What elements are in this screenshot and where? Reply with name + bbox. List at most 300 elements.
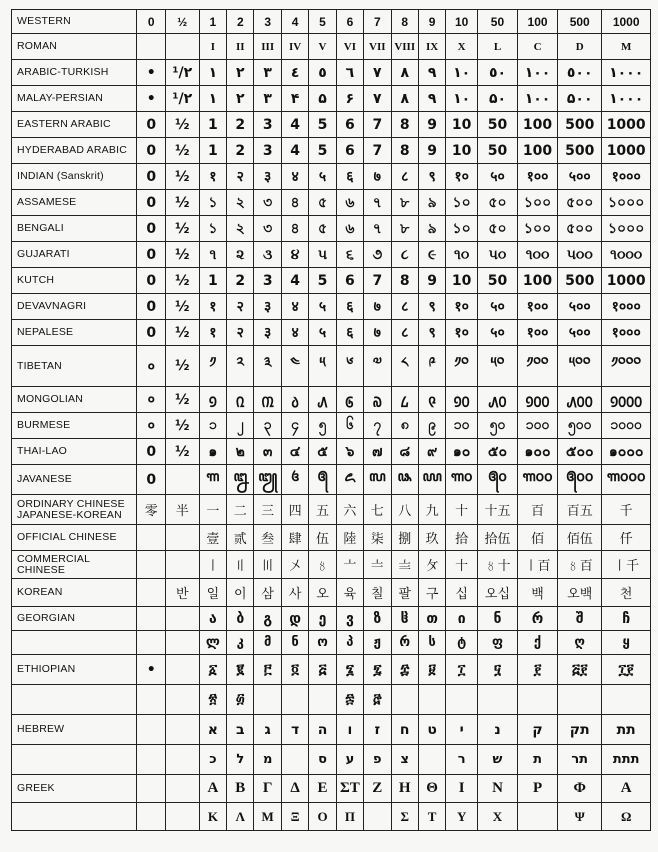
numeral-cell: ᠕ [309, 387, 336, 413]
numeral-cell: Χ [477, 803, 517, 831]
numeral-cell [137, 34, 165, 60]
numeral-cell: 50 [477, 268, 517, 294]
numeral-cell: IX [418, 34, 445, 60]
numeral-cell: ५ [309, 320, 336, 346]
numeral-cell: ၁ [199, 413, 226, 439]
numeral-cell: ७ [364, 320, 391, 346]
numeral-cell: 1000 [602, 138, 651, 164]
numeral-cell: ٦ [336, 60, 363, 86]
numeral-cell: ၁၀၀၀ [602, 413, 651, 439]
numeral-cell: 0 [137, 164, 165, 190]
numeral-cell: 九 [418, 495, 445, 525]
numeral-cell: ༡༠ [446, 346, 478, 387]
numeral-cell [137, 579, 165, 607]
numeral-cell: ፻ [518, 655, 558, 685]
row-label: KOREAN [12, 579, 137, 607]
numeral-cell: ٢ [227, 60, 254, 86]
numeral-cell: ۵٠٠ [558, 86, 602, 112]
numeral-cell: ፮ [336, 655, 363, 685]
numeral-cell: Ε [309, 775, 336, 803]
row-label: JAVANESE [12, 465, 137, 495]
column-header-value: 6 [336, 10, 363, 34]
numeral-cell: Α [199, 775, 226, 803]
numeral-cell: ᠓ [254, 387, 281, 413]
numeral-cell: ༥ [309, 346, 336, 387]
numeral-cell: Ζ [364, 775, 391, 803]
numeral-cell: תר [558, 745, 602, 775]
column-header-value: 4 [281, 10, 308, 34]
numeral-cell: ৫০ [477, 216, 517, 242]
numeral-cell: ჩ [602, 607, 651, 631]
numeral-cell: ३ [254, 320, 281, 346]
numeral-cell: ૩ [254, 242, 281, 268]
table-row [12, 346, 651, 387]
numeral-cell: ৫ [309, 216, 336, 242]
numeral-cell: ༥༠ [477, 346, 517, 387]
numeral-cell: 0 [137, 439, 165, 465]
numeral-cell: Υ [446, 803, 478, 831]
table-row [12, 190, 651, 216]
numeral-cell: 7 [364, 138, 391, 164]
numeral-cell: 肆 [281, 525, 308, 551]
row-label: ORDINARY CHINESE JAPANESE-KOREAN [12, 495, 137, 525]
numeral-cell: Ν [477, 775, 517, 803]
numeral-cell: ½ [165, 138, 199, 164]
numeral-cell: 叁 [254, 525, 281, 551]
numeral-cell: 천 [602, 579, 651, 607]
numeral-cell: ५ [309, 164, 336, 190]
numeral-cell: ١٠ [446, 86, 478, 112]
column-header-value: 9 [418, 10, 445, 34]
numeral-cell: ¹/٢ [165, 86, 199, 112]
numeral-cell: 〧 [364, 551, 391, 579]
row-label: EASTERN ARABIC [12, 112, 137, 138]
numeral-cell: • [137, 86, 165, 112]
numeral-cell: תת [602, 715, 651, 745]
numeral-cell: ४ [281, 320, 308, 346]
numeral-cell: ๕๐๐ [558, 439, 602, 465]
numeral-cell: 0 [137, 112, 165, 138]
numeral-cell: Β [227, 775, 254, 803]
numeral-cell: 50 [477, 138, 517, 164]
numeral-cell: ८ [391, 294, 418, 320]
numeral-cell [165, 685, 199, 715]
numeral-cell: 500 [558, 112, 602, 138]
numeral-cell: 〡百 [518, 551, 558, 579]
numeral-cell: ८ [391, 320, 418, 346]
numeral-cell: ၁၀ [446, 413, 478, 439]
numeral-cell: ꧙ [418, 465, 445, 495]
numeral-cell [518, 685, 558, 715]
numeral-cell [137, 525, 165, 551]
numeral-cell: ვ [336, 607, 363, 631]
numeral-cell: १००० [602, 294, 651, 320]
numeral-cell: ٨ [391, 60, 418, 86]
numeral-cell [165, 715, 199, 745]
numeral-cell: 8 [391, 268, 418, 294]
column-header-value: 2 [227, 10, 254, 34]
numeral-cell: 千 [602, 495, 651, 525]
numeral-cell: ג [254, 715, 281, 745]
row-label: COMMERCIAL CHINESE [12, 551, 137, 579]
numeral-cell: 2 [227, 268, 254, 294]
numeral-cell: Π [336, 803, 363, 831]
numeral-cell [137, 551, 165, 579]
table-row [12, 413, 651, 439]
numeral-cell: Δ [281, 775, 308, 803]
numeral-cell: ૭ [364, 242, 391, 268]
row-label: NEPALESE [12, 320, 137, 346]
numeral-cell: 拾伍 [477, 525, 517, 551]
numeral-cell: ६ [336, 294, 363, 320]
numeral-cell: ב [227, 715, 254, 745]
numeral-cell: १० [446, 164, 478, 190]
numeral-cell: ო [309, 631, 336, 655]
table-row [12, 803, 651, 831]
numeral-cell: ५० [477, 294, 517, 320]
numeral-cell [165, 465, 199, 495]
row-label: OFFICIAL CHINESE [12, 525, 137, 551]
numeral-cell: Α [602, 775, 651, 803]
column-header-value: 0 [137, 10, 165, 34]
numeral-cell: ፴ [227, 685, 254, 715]
numeral-cell: צ [391, 745, 418, 775]
numeral-cell: ᠑ [199, 387, 226, 413]
numeral-cell: ๑๐ [446, 439, 478, 465]
numeral-cell: ᠑᠐᠐᠐ [602, 387, 651, 413]
numeral-cell: Ψ [558, 803, 602, 831]
numeral-cell [165, 607, 199, 631]
numeral-cell: २ [227, 320, 254, 346]
numeral-cell: ყ [602, 631, 651, 655]
numeral-cell: ბ [227, 607, 254, 631]
numeral-cell: ꧕꧐꧐ [558, 465, 602, 495]
numeral-cell: ૧ [199, 242, 226, 268]
numeral-cell: א [199, 715, 226, 745]
numeral-cell: თ [418, 607, 445, 631]
numeral-cell: ½ [165, 387, 199, 413]
numeral-cell: ༢ [227, 346, 254, 387]
numeral-cell: ჱ [391, 607, 418, 631]
numeral-cell: ৭ [364, 216, 391, 242]
numeral-cell [165, 803, 199, 831]
numeral-cell: 〣 [254, 551, 281, 579]
numeral-cell: ꧖ [336, 465, 363, 495]
numeral-cell: ৪ [281, 216, 308, 242]
numeral-cell: ༡༠༠༠ [602, 346, 651, 387]
numeral-cell: 2 [227, 138, 254, 164]
numeral-cell: ½ [165, 216, 199, 242]
column-header-value: 50 [477, 10, 517, 34]
numeral-cell [281, 685, 308, 715]
numeral-cell [477, 685, 517, 715]
numeral-cell: ქ [518, 631, 558, 655]
table-row [12, 655, 651, 685]
numeral-cell: 50 [477, 112, 517, 138]
numeral-cell: Η [391, 775, 418, 803]
column-header-value: 500 [558, 10, 602, 34]
numeral-cell: 1000 [602, 112, 651, 138]
numeral-cell: ᠙ [418, 387, 445, 413]
numeral-cell: ტ [446, 631, 478, 655]
column-header-value: ½ [165, 10, 199, 34]
numeral-cell: ૫૦ [477, 242, 517, 268]
numeral-cell: Θ [418, 775, 445, 803]
numeral-cell: 10 [446, 112, 478, 138]
numeral-cell: ๖ [336, 439, 363, 465]
numeral-cell: ፲፻ [602, 655, 651, 685]
numeral-cell: ט [418, 715, 445, 745]
numeral-cell: ፶ [477, 655, 517, 685]
numeral-cell: ૫૦૦ [558, 242, 602, 268]
numeral-cell: ๕ [309, 439, 336, 465]
numeral-cell: 100 [518, 268, 558, 294]
numeral-cell: 오 [309, 579, 336, 607]
numeral-cell [137, 803, 165, 831]
row-label: MONGOLIAN [12, 387, 137, 413]
row-label: MALAY-PERSIAN [12, 86, 137, 112]
numeral-cell [391, 685, 418, 715]
numeral-cell: ๓ [254, 439, 281, 465]
numeral-cell: ꧗ [364, 465, 391, 495]
numeral-cell: ١٠٠ [518, 60, 558, 86]
numeral-cell: ፫ [254, 655, 281, 685]
numeral-cell: ר [446, 745, 478, 775]
numeral-cell: १० [446, 294, 478, 320]
numeral-cell: 5 [309, 268, 336, 294]
numeral-cell: ৩ [254, 216, 281, 242]
numeral-cell: ১ [199, 190, 226, 216]
row-label: BURMESE [12, 413, 137, 439]
numeral-cell: 佰伍 [558, 525, 602, 551]
numeral-cell: ९ [418, 294, 445, 320]
row-label: GEORGIAN [12, 607, 137, 631]
numeral-cell: ꧒ [227, 465, 254, 495]
numeral-cell: Ξ [281, 803, 308, 831]
numeral-cell: ૧૦૦૦ [602, 242, 651, 268]
numeral-cell: 9 [418, 138, 445, 164]
numeral-cell: 佰 [518, 525, 558, 551]
numeral-cell: ১০০ [518, 190, 558, 216]
numeral-cell: ० [137, 346, 165, 387]
numeral-cell: ༨ [391, 346, 418, 387]
numeral-cell [137, 715, 165, 745]
table-row [12, 164, 651, 190]
numeral-cell: რ [391, 631, 418, 655]
numeral-cell: 0 [137, 320, 165, 346]
numeral-cell: ۵ [309, 86, 336, 112]
table-row [12, 775, 651, 803]
numeral-cell: VI [336, 34, 363, 60]
numeral-cell: ნ [281, 631, 308, 655]
numeral-cell: ١٠٠٠ [602, 86, 651, 112]
numeral-cell: ᠖ [336, 387, 363, 413]
numeral-cell: 팔 [391, 579, 418, 607]
numeral-cell: 500 [558, 268, 602, 294]
numeral-cell: 〥百 [558, 551, 602, 579]
numeral-cell: ๘ [391, 439, 418, 465]
numeral-cell: १ [199, 294, 226, 320]
row-label: THAI-LAO [12, 439, 137, 465]
numeral-cell: ૫ [309, 242, 336, 268]
numeral-cell: ፩ [199, 655, 226, 685]
numeral-cell: ૧૦૦ [518, 242, 558, 268]
table-row [12, 138, 651, 164]
numeral-cell: ৮ [391, 216, 418, 242]
numeral-cell: ד [281, 715, 308, 745]
numeral-cell: ١ [199, 60, 226, 86]
numeral-cell: Ο [309, 803, 336, 831]
numeral-cell: 〢 [227, 551, 254, 579]
numeral-cell: ٨ [391, 86, 418, 112]
numeral-cell: IV [281, 34, 308, 60]
numeral-cell: ½ [165, 242, 199, 268]
numeral-cell: ٥٠٠ [558, 60, 602, 86]
numeral-cell: ١٠ [446, 60, 478, 86]
numeral-cell: ፳ [199, 685, 226, 715]
numeral-cell: ს [418, 631, 445, 655]
numeral-cell: נ [477, 715, 517, 745]
table-row [12, 268, 651, 294]
numeral-cell: 柒 [364, 525, 391, 551]
numeral-cell: ჟ [364, 631, 391, 655]
numeral-cell: 捌 [391, 525, 418, 551]
numeral-cell: 〦 [336, 551, 363, 579]
numeral-cell: ३ [254, 164, 281, 190]
numeral-cell [165, 34, 199, 60]
numeral-cell: 3 [254, 112, 281, 138]
numeral-cell: 〡千 [602, 551, 651, 579]
numeral-cell: 1000 [602, 268, 651, 294]
numeral-cell: ၅ [309, 413, 336, 439]
numeral-cell [165, 745, 199, 775]
numeral-cell: 반 [165, 579, 199, 607]
table-row [12, 715, 651, 745]
numeral-cell: ৫০ [477, 190, 517, 216]
numeral-cell [165, 775, 199, 803]
numeral-cell: 贰 [227, 525, 254, 551]
numeral-cell: १०० [518, 320, 558, 346]
numeral-cell: ۶ [336, 86, 363, 112]
numeral-cell: 六 [336, 495, 363, 525]
numeral-cell: ½ [165, 413, 199, 439]
numeral-cell: ᠑᠐ [446, 387, 478, 413]
numeral-cell: ¹/٢ [165, 60, 199, 86]
numeral-cell: תק [558, 715, 602, 745]
numeral-cell: ۴ [281, 86, 308, 112]
numeral-cell: 五 [309, 495, 336, 525]
numeral-cell: ๙ [418, 439, 445, 465]
numeral-cell: შ [558, 607, 602, 631]
numeral-cell: ๔ [281, 439, 308, 465]
numeral-cell: ꧓ [254, 465, 281, 495]
numeral-cell: ꧔ [281, 465, 308, 495]
numeral-cell: ७ [364, 164, 391, 190]
numeral-cell: ფ [477, 631, 517, 655]
numeral-cell: ᠕᠐ [477, 387, 517, 413]
numeral-cell: 〥十 [477, 551, 517, 579]
numeral-cell: 陸 [336, 525, 363, 551]
numeral-cell: Κ [199, 803, 226, 831]
numeral-cell: 7 [364, 268, 391, 294]
numeral-cell: 百五 [558, 495, 602, 525]
numeral-cell: 仟 [602, 525, 651, 551]
numeral-cell: ६ [336, 320, 363, 346]
numeral-cell: ٩ [418, 60, 445, 86]
numeral-cell: ༡༠༠ [518, 346, 558, 387]
numeral-cell: ১ [199, 216, 226, 242]
numeral-cell: ৩ [254, 190, 281, 216]
numeral-cell: ½ [165, 346, 199, 387]
numeral-cell: ፪ [227, 655, 254, 685]
numeral-cell: 2 [227, 112, 254, 138]
numeral-cell: VIII [391, 34, 418, 60]
numeral-cell: 0 [137, 294, 165, 320]
numeral-cell: २ [227, 164, 254, 190]
numeral-cell: D [558, 34, 602, 60]
numeral-cell: 구 [418, 579, 445, 607]
column-header-value: 10 [446, 10, 478, 34]
numeral-cell: Ρ [518, 775, 558, 803]
numeral-cell: Γ [254, 775, 281, 803]
numeral-cell: ꧑ [199, 465, 226, 495]
column-header-value: 7 [364, 10, 391, 34]
numeral-cell: • [137, 60, 165, 86]
row-label: HEBREW [12, 715, 137, 745]
numeral-cell: ༦ [336, 346, 363, 387]
numeral-cell: 칠 [364, 579, 391, 607]
numeral-cell: ᠔ [281, 387, 308, 413]
numeral-cell: 500 [558, 138, 602, 164]
numeral-cell: १००० [602, 320, 651, 346]
numeral-cell: ꧕ [309, 465, 336, 495]
numeral-cell: ४ [281, 294, 308, 320]
table-row [12, 242, 651, 268]
row-label: DEVAVNAGRI [12, 294, 137, 320]
column-header-value: 100 [518, 10, 558, 34]
numeral-cell: ५० [477, 320, 517, 346]
numeral-cell [518, 803, 558, 831]
numeral-cell: 4 [281, 112, 308, 138]
numeral-cell: ၆ [336, 413, 363, 439]
numeral-cell: ა [199, 607, 226, 631]
numeral-cell: ᠑᠐᠐ [518, 387, 558, 413]
numeral-cell: ፬ [281, 655, 308, 685]
row-label: ETHIOPIAN [12, 655, 137, 685]
numeral-cell: Ι [446, 775, 478, 803]
numeral-cell [137, 631, 165, 655]
table-row [12, 60, 651, 86]
numeral-cell: Μ [254, 803, 281, 831]
column-header-system: WESTERN [12, 10, 137, 34]
numeral-cell [364, 803, 391, 831]
numeral-cell: 6 [336, 112, 363, 138]
column-header-value: 8 [391, 10, 418, 34]
numeral-cell: ½ [165, 439, 199, 465]
row-label [12, 685, 137, 715]
numeral-cell: ٥ [309, 60, 336, 86]
numeral-cell: 십 [446, 579, 478, 607]
numeral-cell: 半 [165, 495, 199, 525]
numeral-cell [418, 685, 445, 715]
numeral-cell: 三 [254, 495, 281, 525]
numeral-cell: ๕๐ [477, 439, 517, 465]
numeral-cell: მ [254, 631, 281, 655]
numeral-cell: 二 [227, 495, 254, 525]
numeral-cell: ১০০ [518, 216, 558, 242]
numeral-cell: ፷ [336, 685, 363, 715]
numeral-cell: ૪ [281, 242, 308, 268]
